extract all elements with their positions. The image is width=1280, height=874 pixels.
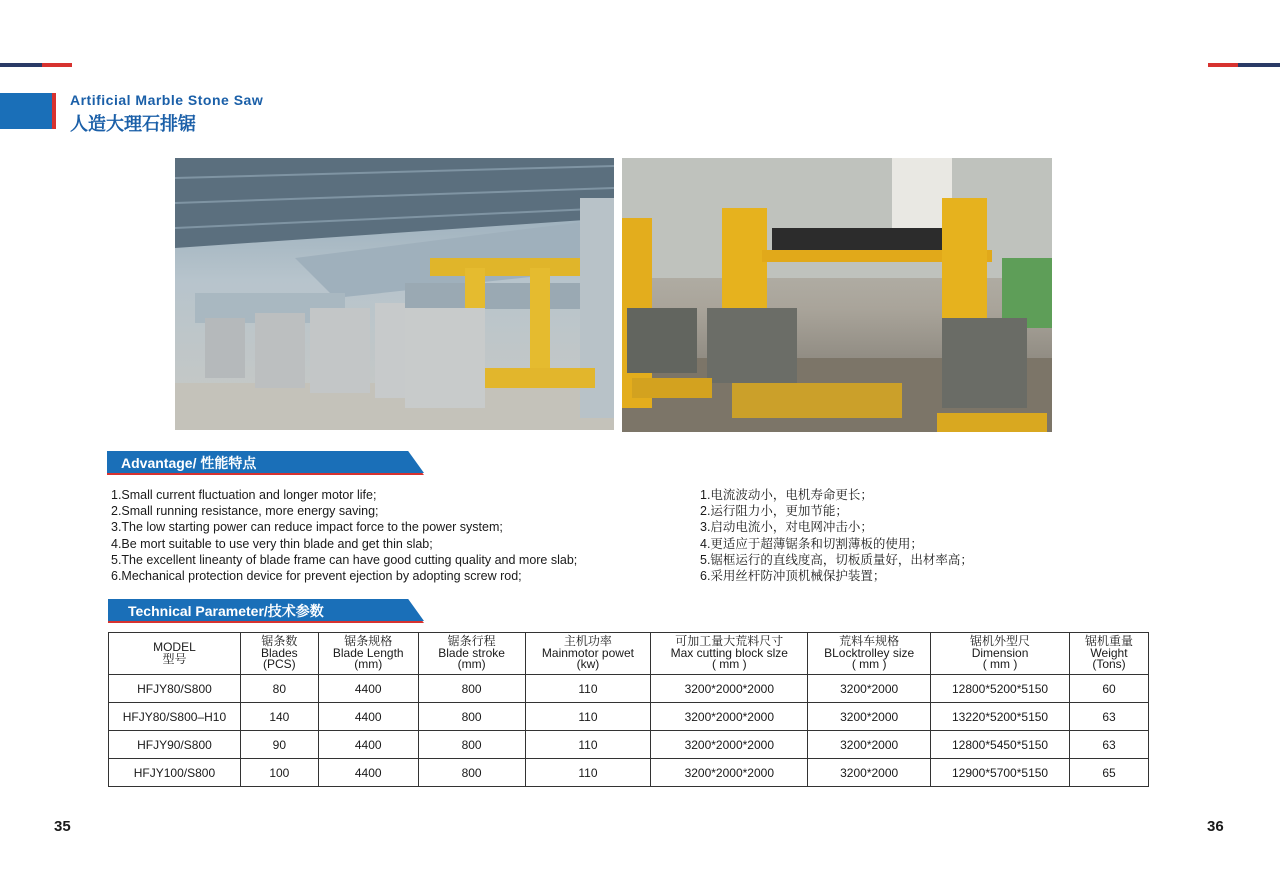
technical-section-header bbox=[108, 599, 424, 623]
cell-trolley: 3200*2000 bbox=[808, 731, 931, 759]
stone-saw-machine-photo-right bbox=[622, 158, 1052, 432]
col-header-blocktrolley-size bbox=[808, 633, 931, 675]
advantage-item-en: 4.Be mort suitable to use very thin blade and get thin slab; bbox=[111, 536, 433, 551]
heading-accent-red bbox=[52, 93, 56, 129]
table-row bbox=[109, 759, 1149, 787]
cell-power: 110 bbox=[525, 759, 651, 787]
advantage-item-cn: 2.运行阻力小，更加节能； bbox=[700, 504, 848, 519]
header-line: 型号 bbox=[162, 651, 187, 666]
stone-saw-machine-photo-left bbox=[175, 158, 614, 430]
advantage-list-en bbox=[111, 487, 577, 584]
cell-blade-stroke: 800 bbox=[418, 675, 525, 703]
header-line: 主机功率 bbox=[563, 634, 612, 649]
cell-power: 110 bbox=[525, 703, 651, 731]
header-line: (Tons) bbox=[1092, 657, 1126, 672]
cell-blade-stroke: 800 bbox=[418, 759, 525, 787]
cell-max-block: 3200*2000*2000 bbox=[651, 759, 808, 787]
col-header-blades bbox=[240, 633, 318, 675]
cell-weight: 60 bbox=[1070, 675, 1149, 703]
header-line: Weight bbox=[1090, 645, 1128, 660]
cell-weight: 63 bbox=[1070, 703, 1149, 731]
cell-blades: 90 bbox=[240, 731, 318, 759]
technical-parameter-table bbox=[108, 632, 1149, 787]
cell-weight: 63 bbox=[1070, 731, 1149, 759]
header-line: BLocktrolley size bbox=[824, 645, 915, 660]
top-rule-left bbox=[0, 63, 72, 67]
page-title-en: Artificial Marble Stone Saw bbox=[70, 92, 264, 108]
cell-blades: 100 bbox=[240, 759, 318, 787]
header-line: (mm) bbox=[457, 657, 486, 672]
top-rule-right bbox=[1208, 63, 1280, 67]
cell-blade-stroke: 800 bbox=[418, 731, 525, 759]
cell-dimension: 13220*5200*5150 bbox=[931, 703, 1070, 731]
advantage-section-header bbox=[107, 451, 424, 475]
cell-model: HFJY80/S800–H10 bbox=[109, 703, 241, 731]
header-line: 锯机外型尺 bbox=[970, 634, 1031, 649]
cell-trolley: 3200*2000 bbox=[808, 675, 931, 703]
advantage-item-en: 5.The excellent lineanty of blade frame can have good cutting quality and more slab; bbox=[111, 552, 578, 567]
cell-blade-length: 4400 bbox=[318, 731, 418, 759]
advantage-item-cn: 6.采用丝杆防冲顶机械保护装置； bbox=[700, 569, 886, 584]
header-line: Dimension bbox=[971, 645, 1029, 660]
advantage-item-en: 3.The low starting power can reduce impact force to the power system; bbox=[111, 520, 503, 535]
cell-model: HFJY90/S800 bbox=[109, 731, 241, 759]
table-row bbox=[109, 675, 1149, 703]
cell-dimension: 12800*5450*5150 bbox=[931, 731, 1070, 759]
col-header-weight bbox=[1070, 633, 1149, 675]
header-line: 锯条行程 bbox=[447, 634, 496, 649]
advantage-item-cn: 4.更适应于超薄锯条和切割薄板的使用； bbox=[700, 536, 923, 551]
header-line: Blades bbox=[260, 645, 298, 660]
cell-model: HFJY80/S800 bbox=[109, 675, 241, 703]
heading-accent-bar bbox=[0, 93, 52, 129]
cell-max-block: 3200*2000*2000 bbox=[651, 703, 808, 731]
cell-blade-length: 4400 bbox=[318, 675, 418, 703]
col-header-dimension bbox=[931, 633, 1070, 675]
cell-power: 110 bbox=[525, 731, 651, 759]
machine-photo-left-illustration bbox=[175, 158, 614, 430]
machine-photo-right-illustration bbox=[622, 158, 1052, 432]
cell-weight: 65 bbox=[1070, 759, 1149, 787]
header-line: Max cutting block slze bbox=[670, 645, 788, 660]
col-header-model bbox=[109, 633, 241, 675]
col-header-mainmotor-power bbox=[525, 633, 651, 675]
col-header-blade-length bbox=[318, 633, 418, 675]
header-line: ( mm ) bbox=[851, 657, 887, 672]
cell-max-block: 3200*2000*2000 bbox=[651, 731, 808, 759]
header-line: 荒料车规格 bbox=[839, 634, 900, 649]
advantage-item-cn: 3.启动电流小，对电网冲击小； bbox=[700, 520, 873, 535]
technical-label: Technical Parameter/技术参数 bbox=[128, 603, 324, 619]
table-row bbox=[109, 703, 1149, 731]
cell-trolley: 3200*2000 bbox=[808, 703, 931, 731]
col-header-blade-stroke bbox=[418, 633, 525, 675]
table-header-row bbox=[109, 633, 1149, 675]
header-line: ( mm ) bbox=[982, 657, 1018, 672]
header-line: 可加工量大荒料尺寸 bbox=[675, 634, 784, 649]
header-line: ( mm ) bbox=[711, 657, 747, 672]
cell-dimension: 12900*5700*5150 bbox=[931, 759, 1070, 787]
cell-dimension: 12800*5200*5150 bbox=[931, 675, 1070, 703]
page-number-right: 36 bbox=[1207, 818, 1224, 835]
header-line: 锯条规格 bbox=[344, 634, 393, 649]
header-line: Blade Length bbox=[332, 645, 404, 660]
page-number-left: 35 bbox=[54, 818, 71, 835]
cell-blades: 140 bbox=[240, 703, 318, 731]
cell-blade-length: 4400 bbox=[318, 759, 418, 787]
advantage-label: Advantage/ 性能特点 bbox=[121, 455, 257, 471]
table-row bbox=[109, 731, 1149, 759]
header-line: Blade stroke bbox=[438, 645, 505, 660]
cell-blade-length: 4400 bbox=[318, 703, 418, 731]
cell-model: HFJY100/S800 bbox=[109, 759, 241, 787]
cell-blade-stroke: 800 bbox=[418, 703, 525, 731]
advantage-item-en: 1.Small current fluctuation and longer motor life; bbox=[111, 488, 377, 502]
cell-power: 110 bbox=[525, 675, 651, 703]
advantage-item-cn: 1.电流波动小，电机寿命更长； bbox=[700, 488, 873, 502]
advantage-item-cn: 5.锯框运行的直线度高，切板质量好，出材率高； bbox=[700, 552, 973, 567]
header-line: MODEL bbox=[153, 640, 196, 654]
header-line: (kw) bbox=[576, 657, 600, 672]
col-header-max-block-size bbox=[651, 633, 808, 675]
page-title-cn: 人造大理石排锯 bbox=[70, 114, 196, 134]
header-line: 锯条数 bbox=[261, 634, 298, 649]
header-line: 锯机重量 bbox=[1084, 634, 1133, 649]
advantage-item-en: 6.Mechanical protection device for prevent ejection by adopting screw rod; bbox=[111, 569, 522, 584]
header-line: (mm) bbox=[354, 657, 383, 672]
header-line: (PCS) bbox=[263, 657, 296, 672]
header-line: Mainmotor powet bbox=[541, 645, 634, 660]
cell-blades: 80 bbox=[240, 675, 318, 703]
cell-max-block: 3200*2000*2000 bbox=[651, 675, 808, 703]
advantage-item-en: 2.Small running resistance, more energy saving; bbox=[111, 504, 379, 519]
advantage-list-cn bbox=[700, 487, 973, 584]
cell-trolley: 3200*2000 bbox=[808, 759, 931, 787]
